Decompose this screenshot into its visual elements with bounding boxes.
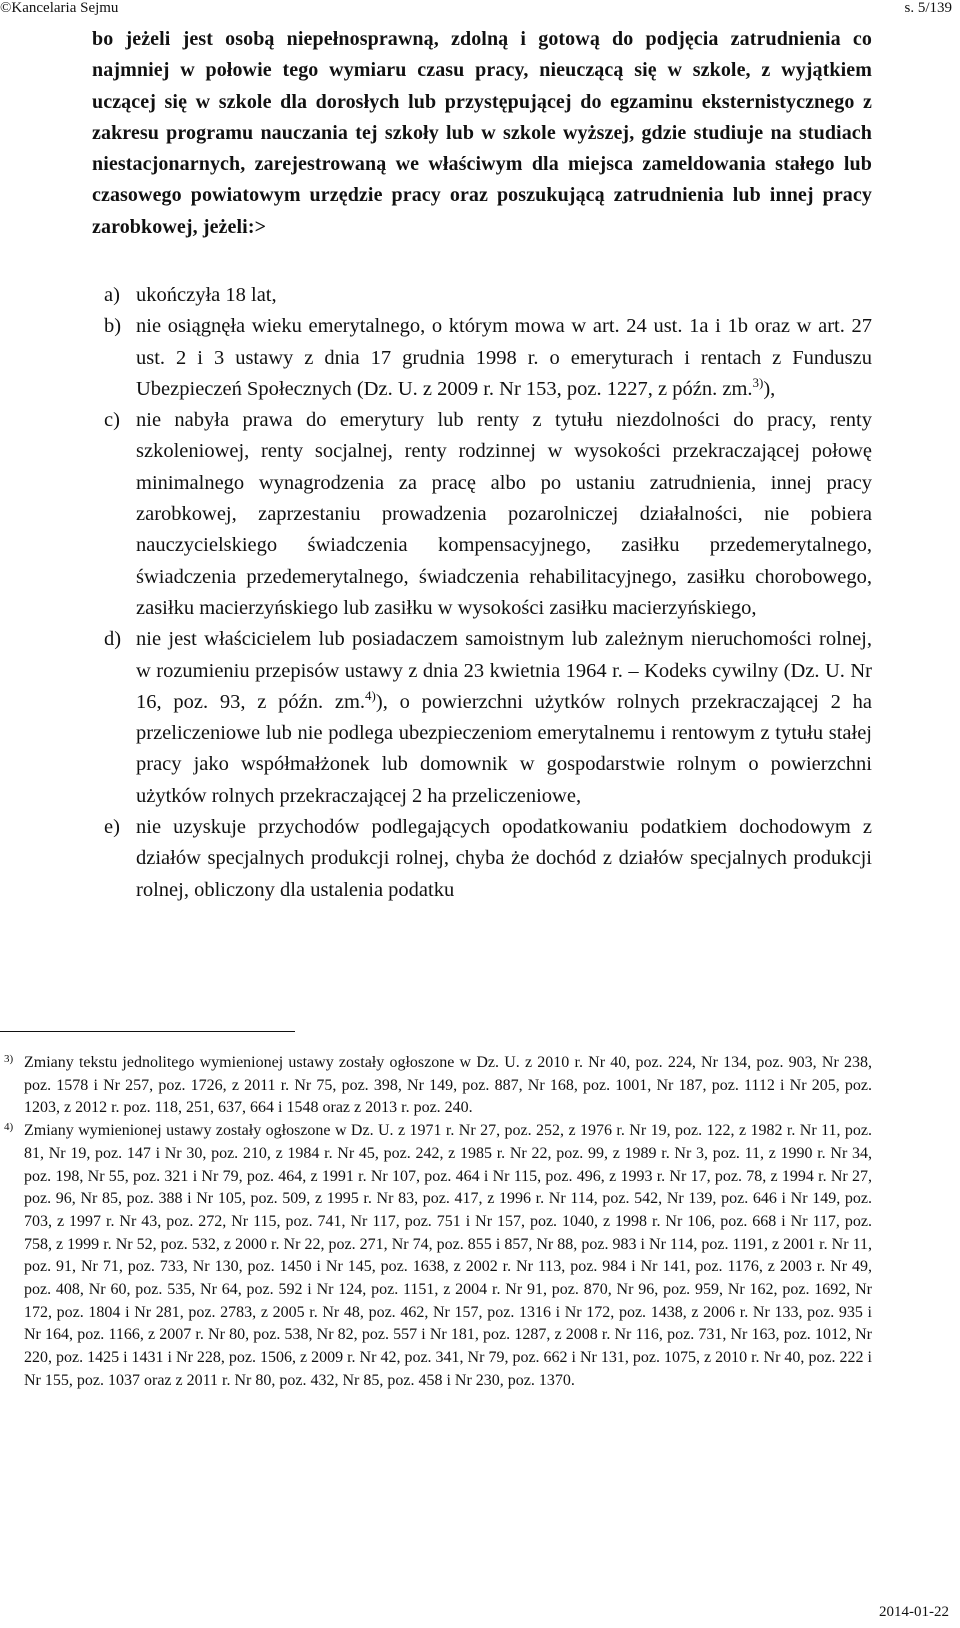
item-text-main: nie osiągnęła wieku emerytalnego, o którym mowa w art. 24 ust. 1a i 1b oraz w art. 27 ust. 2 i 3 ustawy z dnia 17 grudnia 1998 r. o emeryturach i rentach z Funduszu Ubezpieczeń Społecznych (Dz. U. z 2009 r. Nr 153, poz. 1227, z późn. zm. — [136, 315, 872, 400]
item-text: ukończyła 18 lat, — [136, 284, 277, 306]
list-item-a — [104, 280, 872, 311]
item-label: c) — [104, 409, 120, 432]
footnote — [4, 1052, 872, 1120]
item-text — [136, 624, 872, 812]
footnote-ref[interactable]: 4) — [365, 688, 376, 704]
list-item-c — [104, 405, 872, 624]
footnotes — [4, 1052, 872, 1393]
item-text-main: nie jest właścicielem lub posiadaczem samoistnym lub zależnym nieruchomości rolnej, w rozumieniu przepisów ustawy z dnia 23 kwietnia 1964 r. – Kodeks cywilny (Dz. U. Nr 16, poz. 93, z późn. zm. — [136, 628, 872, 713]
list-item-d — [104, 624, 872, 812]
item-text: nie uzyskuje przychodów podlegających opodatkowaniu podatkiem dochodowym z działów specjalnych produkcji rolnej, chyba że dochód z działów specjalnych produkcji rolnej, obliczony dla ustalenia podatku — [136, 816, 872, 901]
footnote-number: 3) — [4, 1053, 14, 1065]
item-text — [136, 311, 872, 405]
item-label: a) — [104, 284, 120, 306]
item-text-after: ), — [763, 377, 776, 400]
footnote-ref[interactable]: 3) — [752, 375, 764, 391]
footnote-text: Zmiany wymienionej ustawy zostały ogłoszone w Dz. U. z 1971 r. Nr 27, poz. 252, z 1976 r. Nr 19, poz. 122, z 1982 r. Nr 11, poz. 81, Nr 19, poz. 147 i Nr 30, poz. 210, z 1984 r. Nr 45, poz. 242, z 1985 r. Nr 22, poz. 99, z 1989 r. Nr 3, poz. 11, z 1990 r. Nr 34, poz. 198, Nr 55, poz. 321 i Nr 79, poz. 464, z 1991 r. Nr 107, poz. 464 i Nr 115, poz. 496, z 1993 r. Nr 17, poz. 78, z 1994 r. Nr 27, poz. 96, Nr 85, poz. 388 i Nr 105, poz. 509, z 1995 r. Nr 83, poz. 417, z 1996 r. Nr 114, poz. 542, Nr 139, poz. 646 i Nr 149, poz. 703, z 1997 r. Nr 43, poz. 272, Nr 115, poz. 741, Nr 117, poz. 751 i Nr 157, poz. 1040, z 1998 r. Nr 106, poz. 668 i Nr 117, poz. 758, z 1999 r. Nr 52, poz. 532, z 2000 r. Nr 22, poz. 271, Nr 74, poz. 855 i 857, Nr 88, poz. 983 i Nr 114, poz. 1191, z 2001 r. Nr 11, poz. 91, Nr 71, poz. 733, Nr 130, poz. 1450 i Nr 145, poz. 1638, z 2002 r. Nr 113, poz. 984 i Nr 141, poz. 1176, z 2003 r. Nr 49, poz. 408, Nr 60, poz. 535, Nr 64, poz. 592 i Nr 124, poz. 1151, z 2004 r. Nr 91, poz. 870, Nr 96, poz. 959, Nr 162, poz. 1692, Nr 172, poz. 1804 i Nr 281, poz. 2783, z 2005 r. Nr 48, poz. 462, Nr 157, poz. 1316 i Nr 172, poz. 1438, z 2006 r. Nr 133, poz. 935 i Nr 164, poz. 1166, z 2007 r. Nr 80, poz. 538, Nr 82, poz. 557 i Nr 181, poz. 1287, z 2008 r. Nr 116, poz. 731, Nr 163, poz. 1012, Nr 220, poz. 1425 i 1431 i Nr 228, poz. 1506, z 2009 r. Nr 42, poz. 341, Nr 79, poz. 662 i Nr 131, poz. 1075, z 2010 r. Nr 40, poz. 222 i Nr 155, poz. 1037 oraz z 2011 r. Nr 80, poz. 432, Nr 85, poz. 458 i Nr 230, poz. 1370. — [24, 1122, 872, 1389]
footnote-divider — [0, 1031, 295, 1032]
item-text: nie nabyła prawa do emerytury lub renty z tytułu niezdolności do pracy, renty szkoleniowej, renty socjalnej, renty rodzinnej w wysokości przekraczającej połowę minimalnego wynagrodzenia za pracę albo po ustaniu zatrudnienia, innej pracy zarobkowej, zaprzestaniu prowadzenia pozarolniczej działalności, nie pobiera nauczycielskiego świadczenia kompensacyjnego, zasiłku przedemerytalnego, świadczenia przedemerytalnego, świadczenia rehabilitacyjnego, zasiłku chorobowego, zasiłku macierzyńskiego lub zasiłku w wysokości zasiłku macierzyńskiego, — [136, 409, 872, 619]
item-label: d) — [104, 628, 122, 651]
document-date: 2014-01-22 — [879, 1604, 949, 1620]
publisher-label: ©Kancelaria Sejmu — [0, 0, 119, 16]
list-item-e — [104, 812, 872, 906]
page-header — [0, 0, 960, 20]
page-number: s. 5/139 — [904, 0, 952, 16]
footnote-number: 4) — [4, 1121, 14, 1134]
item-label: e) — [104, 816, 120, 839]
footnote — [4, 1120, 872, 1392]
list-item-b — [104, 311, 872, 405]
conditions-list — [104, 280, 872, 906]
item-text-after: ), o powierzchni użytków rolnych przekraczającej 2 ha przeliczeniowe lub nie podlega ubezpieczeniom emerytalnemu i rentowym z tytułu stałej pracy jako współmałżonek lub domownik w gospodarstwie rolnym o powierzchni użytków rolnych przekraczającej 2 ha przeliczeniowe, — [136, 690, 872, 807]
main-paragraph: bo jeżeli jest osobą niepełnosprawną, zdolną i gotową do podjęcia zatrudnienia co najmniej w połowie tego wymiaru czasu pracy, nieuczącą się w szkole, z wyjątkiem uczącej się w szkole dla dorosłych lub przystępującej do egzaminu eksternistycznego z zakresu programu nauczania tej szkoły lub w szkole wyższej, gdzie studiuje na studiach niestacjonarnych, zarejestrowaną we właściwym dla miejsca zameldowania stałego lub czasowego powiatowym urzędzie pracy oraz poszukującą zatrudnienia lub innej pracy zarobkowej, jeżeli:> — [92, 28, 872, 238]
footnote-text: Zmiany tekstu jednolitego wymienionej ustawy zostały ogłoszone w Dz. U. z 2010 r. Nr 40, poz. 224, Nr 134, poz. 903, Nr 238, poz. 1578 i Nr 257, poz. 1726, z 2011 r. Nr 75, poz. 398, Nr 149, poz. 887, Nr 168, poz. 1001, Nr 187, poz. 1112 i Nr 205, poz. 1203, z 2012 r. poz. 118, 251, 637, 664 i 1548 oraz z 2013 r. poz. 240. — [24, 1054, 872, 1117]
item-label: b) — [104, 315, 122, 338]
